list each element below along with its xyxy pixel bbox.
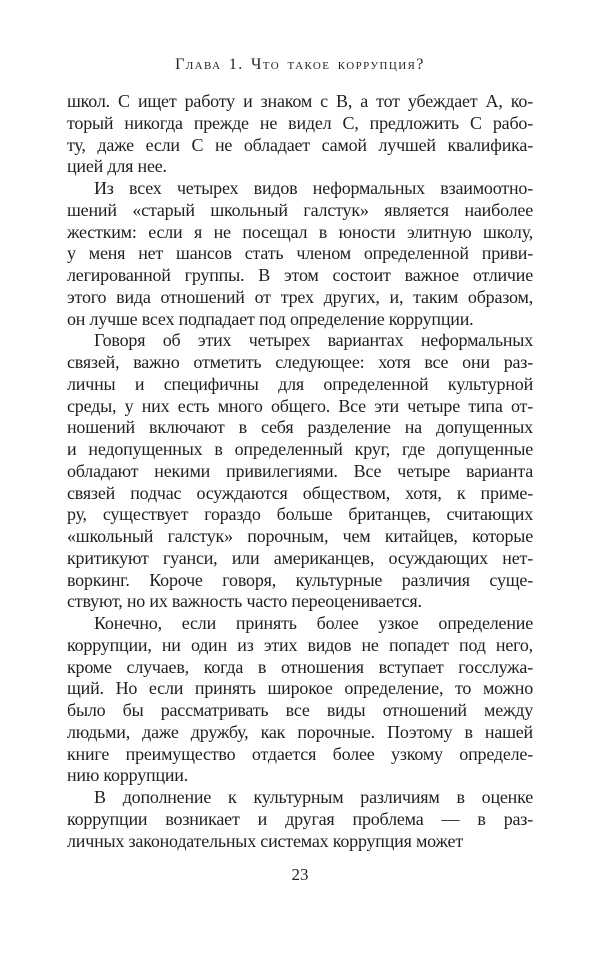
text-line: воркинг. Короче говоря, культурные различия суще- bbox=[67, 569, 533, 590]
paragraph bbox=[67, 330, 533, 613]
text-line: этого вида отношений от трех других, и, таким образом, bbox=[67, 286, 533, 307]
text-line: кроме случаев, когда в отношения вступает госслужа- bbox=[67, 656, 533, 677]
text-line: личны и специфичны для определенной культурной bbox=[67, 373, 533, 394]
text-line: критикуют гуанси, или американцев, осуждающих нет- bbox=[67, 547, 533, 568]
text-line: было бы рассматривать все виды отношений между bbox=[67, 700, 533, 720]
text-line: связей подчас осуждаются обществом, хотя, к приме- bbox=[67, 482, 533, 503]
text-line: ношений включают в себя разделение на допущенных bbox=[67, 417, 533, 438]
text-line: нию коррупции. bbox=[67, 765, 189, 786]
text-line: Из всех четырех видов неформальных взаимоотно- bbox=[94, 178, 533, 198]
chapter-header: Глава 1. Что такое коррупция? bbox=[175, 56, 425, 73]
text-line: коррупции, ни один из этих видов не попадет под него, bbox=[67, 634, 533, 655]
text-line: Говоря об этих четырех вариантах неформальных bbox=[94, 330, 533, 351]
text-line: торый никогда прежде не видел С, предложить С рабо- bbox=[67, 112, 533, 133]
text-line: у меня нет шансов стать членом определенной приви- bbox=[67, 243, 533, 264]
text-line: обладают некими привилегиями. Все четыре варианта bbox=[67, 460, 533, 481]
text-line: школ. С ищет работу и знаком с В, а тот убеждает А, ко- bbox=[67, 91, 533, 111]
text-line: книге преимущество отдается более узкому определе- bbox=[67, 743, 533, 764]
text-line: ру, существует гораздо больше британцев, считающих bbox=[67, 504, 533, 525]
text-line: В дополнение к культурным различиям в оценке bbox=[94, 787, 533, 807]
paragraph bbox=[67, 178, 533, 330]
text-line: Конечно, если принять более узкое определение bbox=[94, 613, 533, 633]
text-line: среды, у них есть много общего. Все эти четыре типа от- bbox=[67, 395, 533, 416]
text-line: легированной группы. В этом состоит важное отличие bbox=[67, 265, 533, 285]
text-line: «школьный галстук» порочным, чем китайцев, которые bbox=[67, 526, 533, 546]
text-line: ту, даже если С не обладает самой лучшей квалифика- bbox=[67, 134, 533, 155]
page-number: 23 bbox=[291, 865, 309, 884]
text-line: щий. Но если принять широкое определение, то можно bbox=[67, 678, 533, 699]
text-line: жестким: если я не посещал в юности элитную школу, bbox=[67, 221, 533, 242]
paragraph bbox=[67, 91, 533, 178]
text-line: и недопущенных в определенный круг, где допущенные bbox=[67, 439, 533, 459]
paragraph bbox=[67, 787, 533, 852]
text-line: личных законодательных системах коррупция может bbox=[67, 830, 463, 851]
text-line: коррупции возникает и другая проблема — в раз- bbox=[67, 808, 533, 829]
text-line: ствуют, но их важность часто переоценивается. bbox=[67, 591, 422, 612]
text-line: шений «старый школьный галстук» является наиболее bbox=[67, 199, 533, 220]
text-line: людьми, даже дружбу, как порочные. Поэтому в нашей bbox=[67, 721, 533, 742]
paragraph bbox=[67, 613, 533, 787]
body-text bbox=[67, 91, 533, 852]
text-line: связей, важно отметить следующее: хотя все они раз- bbox=[67, 352, 533, 372]
text-line: цией для нее. bbox=[67, 156, 167, 177]
text-line: он лучше всех подпадает под определение коррупции. bbox=[67, 308, 474, 329]
